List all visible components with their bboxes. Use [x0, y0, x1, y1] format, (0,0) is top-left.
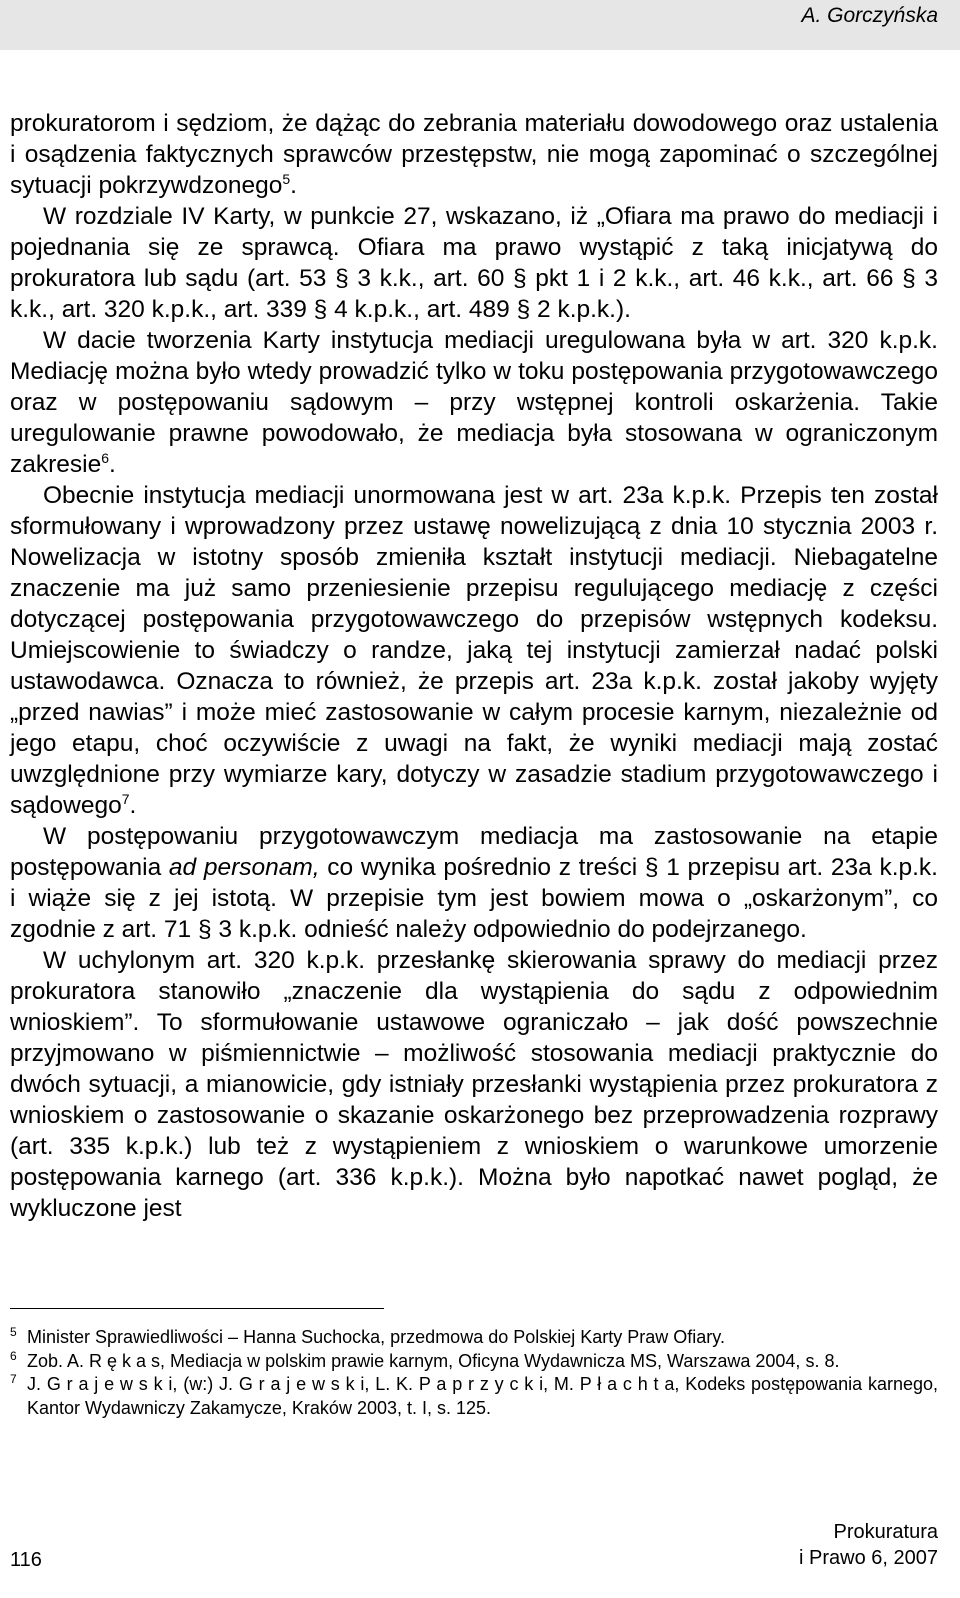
footnote-text: Minister Sprawiedliwości – Hanna Suchocka, przedmowa do Polskiej Karty Praw Ofiary. [27, 1327, 725, 1347]
header-author: A. Gorczyńska [801, 4, 938, 27]
page-number: 116 [10, 1549, 42, 1571]
sentence-end: . [290, 172, 297, 199]
journal-issue: i Prawo 6, 2007 [799, 1547, 938, 1569]
paragraph-text: co wynika pośrednio z treści § 1 przepisu art. 23a k.p.k. i wiąże się z jej istotą. W przepisie tym jest bowiem mowa o „oskarżonym”, co zgodnie z art. 71 § 3 k.p.k. odnieść należy odpowiednio do podejrzanego. [10, 854, 938, 943]
paragraph-text: prokuratorom i sędziom, że dążąc do zebrania materiału dowodowego oraz ustalenia i osądzenia faktycznych sprawców przestępstw, nie mogą zapominać o szczególnej sytuacji pokrzywdzonego [10, 110, 938, 199]
paragraph-6: W uchylonym art. 320 k.p.k. przesłankę skierowania sprawy do mediacji przez prokuratora stanowiło „znaczenie dla wystąpienia do sądu z odpowiednim wnioskiem”. To sformułowanie ustawowe ograniczało – jak dość powszechnie przyjmowano w piśmiennictwie – możliwość stosowania mediacji praktycznie do dwóch sytuacji, a mianowicie, gdy istniały przesłanki wystąpienia przez prokuratora z wnioskiem o zastosowanie o skazanie oskarżonego bez przeprowadzenia rozprawy (art. 335 k.p.k.) lub też z wystąpieniem z wnioskiem o warunkowe umorzenie postępowania karnego (art. 336 k.p.k.). Można było napotkać nawet pogląd, że wykluczone jest [10, 947, 938, 1222]
footnote-number: 7 [10, 1372, 17, 1386]
paragraph-3 [10, 325, 938, 480]
paragraph-4 [10, 480, 938, 821]
latin-phrase: ad personam, [168, 854, 320, 881]
body-text [10, 108, 938, 1224]
journal-title: Prokuratura [833, 1521, 938, 1543]
paragraph-text: Obecnie instytucja mediacji unormowana jest w art. 23a k.p.k. Przepis ten został sformułowany i wprowadzony przez ustawę nowelizującą z dnia 10 stycznia 2003 r. Nowelizacja w istotny sposób zmieniła kształt instytucji mediacji. Niebagatelne znaczenie ma już samo przeniesienie przepisu regulującego mediację z części dotyczącej postępowania przygotowawczego do przepisów wstępnych kodeksu. Umiejscowienie to świadczy o randze, jaką tej instytucji zamierzał nadać polski ustawodawca. Oznacza to również, że przepis art. 23a k.p.k. został jakoby wyjęty „przed nawias” i może mieć zastosowanie w całym procesie karnym, niezależnie od jego etapu, choć oczywiście z uwagi na fakt, że wyniki mediacji mają zostać uwzględnione przy wymiarze kary, dotyczy w zasadzie stadium przygotowawczego i sądowego [10, 482, 938, 819]
paragraph-text: W dacie tworzenia Karty instytucja mediacji uregulowana była w art. 320 k.p.k. Mediację można było wtedy prowadzić tylko w toku postępowania przygotowawczego oraz w postępowaniu sądowym – przy wstępnej kontroli oskarżenia. Takie uregulowanie prawne powodowało, że mediacja była stosowana w ograniczonym zakresie [10, 327, 938, 478]
footnote-ref-5: 5 [282, 170, 291, 187]
footnote-7 [10, 1373, 938, 1420]
footnote-6 [10, 1350, 938, 1374]
footnote-separator [10, 1308, 384, 1309]
footnote-ref-7: 7 [121, 790, 130, 807]
footnote-text: J. G r a j e w s k i, (w:) J. G r a j e w s k i, L. K. P a p r z y c k i, M. P ł a c h t a, Kodeks postępowania karnego, Kantor Wydawniczy Zakamycze, Kraków 2003, t. I, s. 125. [27, 1374, 938, 1418]
footnote-ref-6: 6 [101, 449, 110, 466]
journal-name [799, 1519, 938, 1571]
footnote-number: 6 [10, 1348, 17, 1363]
footnote-text: Zob. A. R ę k a s, Mediacja w polskim prawie karnym, Oficyna Wydawnicza MS, Warszawa 2004, s. 8. [27, 1350, 840, 1371]
footnote-5 [10, 1326, 938, 1350]
sentence-end: . [129, 792, 137, 819]
paragraph-text: W postępowaniu przygotowawczym mediacja ma zastosowanie na etapie postępowania [10, 823, 938, 881]
footnote-number: 5 [10, 1325, 17, 1339]
sentence-end: . [109, 451, 116, 478]
footnotes [10, 1326, 938, 1420]
running-header [0, 0, 960, 50]
paragraph-5 [10, 821, 938, 945]
paragraph-2: W rozdziale IV Karty, w punkcie 27, wskazano, iż „Ofiara ma prawo do mediacji i pojednania się ze sprawcą. Ofiara ma prawo wystąpić z taką inicjatywą do prokuratora lub sądu (art. 53 § 3 k.k., art. 60 § pkt 1 i 2 k.k., art. 46 k.k., art. 66 § 3 k.k., art. 320 k.p.k., art. 339 § 4 k.p.k., art. 489 § 2 k.p.k.). [10, 203, 938, 323]
paragraph-1 [10, 108, 938, 201]
